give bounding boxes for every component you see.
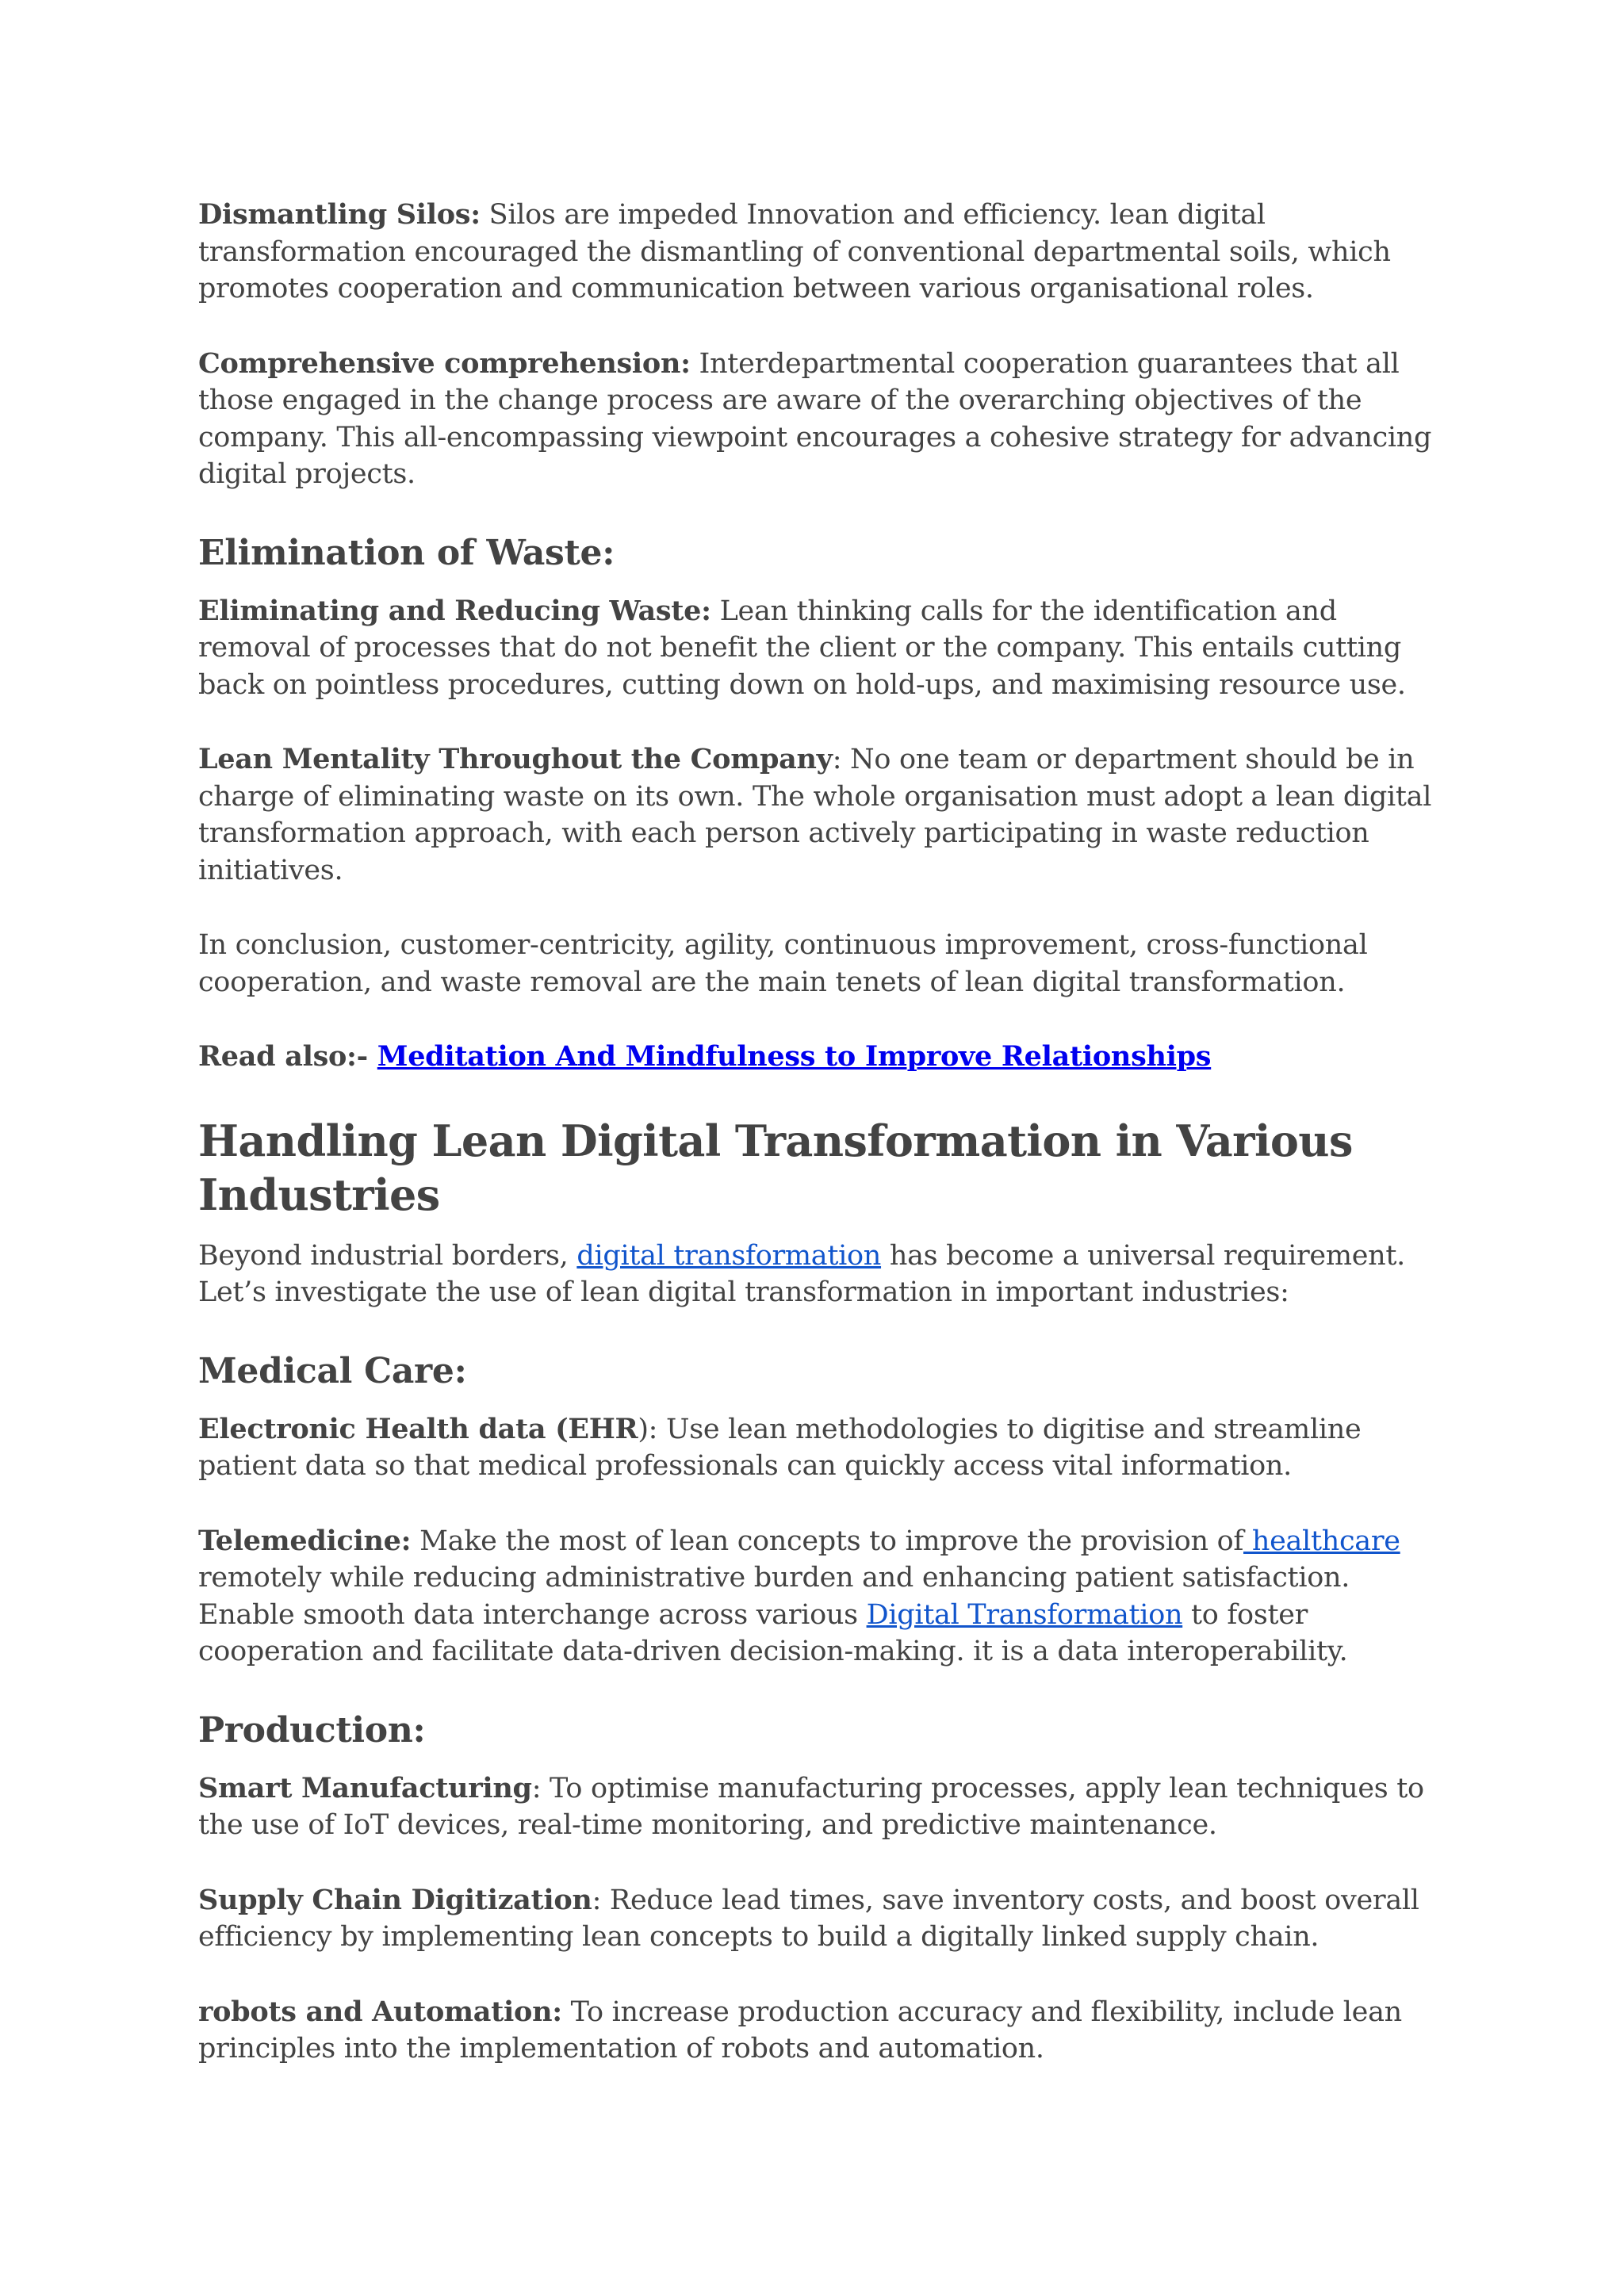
bold-label: Eliminating and Reducing Waste: [198,594,711,627]
heading-elimination-of-waste: Elimination of Waste: [198,532,615,573]
read-also-link[interactable]: Meditation And Mindfulness to Improve Relationships [377,1040,1212,1073]
paragraph-text: ): Use lean methodologies to digitise and streamline patient data so that medical professionals can quickly access vital information. [198,1413,1362,1482]
bold-label: Lean Mentality Throughout the Company [198,743,833,775]
paragraph-text: Silos are impeded Innovation and efficiency. lean digital transformation encouraged the dismantling of conventional departmental soils, which promotes cooperation and communication between various organisational roles. [198,199,1391,304]
paragraph-eliminating-waste [198,593,1451,704]
bold-label: Supply Chain Digitization [198,1883,592,1916]
paragraph-smart-manufacturing [198,1770,1451,1844]
bold-label: Electronic Health data (EHR [198,1412,638,1445]
bold-label: Read also:- [198,1040,377,1073]
paragraph-text: remotely while reducing administrative burden and enhancing patient satisfaction. Enable smooth data interchange across various [198,1562,1350,1631]
heading-production: Production: [198,1709,426,1751]
digital-transformation-link-2[interactable]: Digital Transformation [866,1598,1183,1631]
heading-medical-care: Medical Care: [198,1350,467,1391]
paragraph-read-also [198,1039,1451,1076]
paragraph-text: : No one team or department should be in charge of eliminating waste on its own. The whole organisation must adopt a lean digital transformation approach, with each person actively participating in waste reduction initiatives. [198,744,1432,886]
bold-label: Telemedicine: [198,1524,412,1557]
paragraph-text: Interdepartmental cooperation guarantees that all those engaged in the change process are aware of the overarching objectives of the company. This all-encompassing viewpoint encourages a cohesive strategy for advancing digital projects. [198,347,1432,490]
paragraph-text: to foster cooperation and facilitate data-driven decision-making. it is a data interoperability. [198,1598,1348,1667]
paragraph-text: Lean thinking calls for the identification and removal of processes that do not benefit the client or the company. This entails cutting back on pointless procedures, cutting down on hold-ups, and maximising resource use. [198,595,1406,701]
paragraph-text: : To optimise manufacturing processes, apply lean techniques to the use of IoT devices, real-time monitoring, and predictive maintenance. [198,1772,1424,1841]
paragraph-conclusion: In conclusion, customer-centricity, agility, continuous improvement, cross-functional cooperation, and waste removal are the main tenets of lean digital transformation. [198,929,1368,998]
paragraph-dismantling-silos [198,197,1451,308]
paragraph-text: : Reduce lead times, save inventory costs, and boost overall efficiency by implementing lean concepts to build a digitally linked supply chain. [198,1884,1419,1953]
paragraph-text: has become a universal requirement. Let’s investigate the use of lean digital transformation in important industries: [198,1239,1405,1308]
paragraph-text: Beyond industrial borders, [198,1239,577,1272]
digital-transformation-link[interactable]: digital transformation [576,1239,882,1272]
paragraph-comprehensive-comprehension [198,346,1451,493]
bold-label: Dismantling Silos: [198,198,481,231]
heading-industries: Handling Lean Digital Transformation in Various Industries [198,1115,1353,1220]
paragraph-lean-mentality [198,741,1451,889]
paragraph-telemedicine [198,1523,1451,1670]
document-page [198,197,1451,2106]
healthcare-link[interactable]: healthcare [1243,1525,1400,1557]
bold-label: Comprehensive comprehension: [198,346,691,380]
bold-label: robots and Automation: [198,1995,562,2028]
paragraph-robots-automation [198,1994,1451,2068]
paragraph-ehr [198,1411,1451,1485]
paragraph-industries-intro [198,1238,1451,1311]
paragraph-text: Make the most of lean concepts to improve the provision of [411,1525,1243,1557]
paragraph-supply-chain [198,1882,1451,1956]
bold-label: Smart Manufacturing [198,1771,532,1804]
paragraph-text: To increase production accuracy and flexibility, include lean principles into the implementation of robots and automation. [198,1996,1402,2064]
